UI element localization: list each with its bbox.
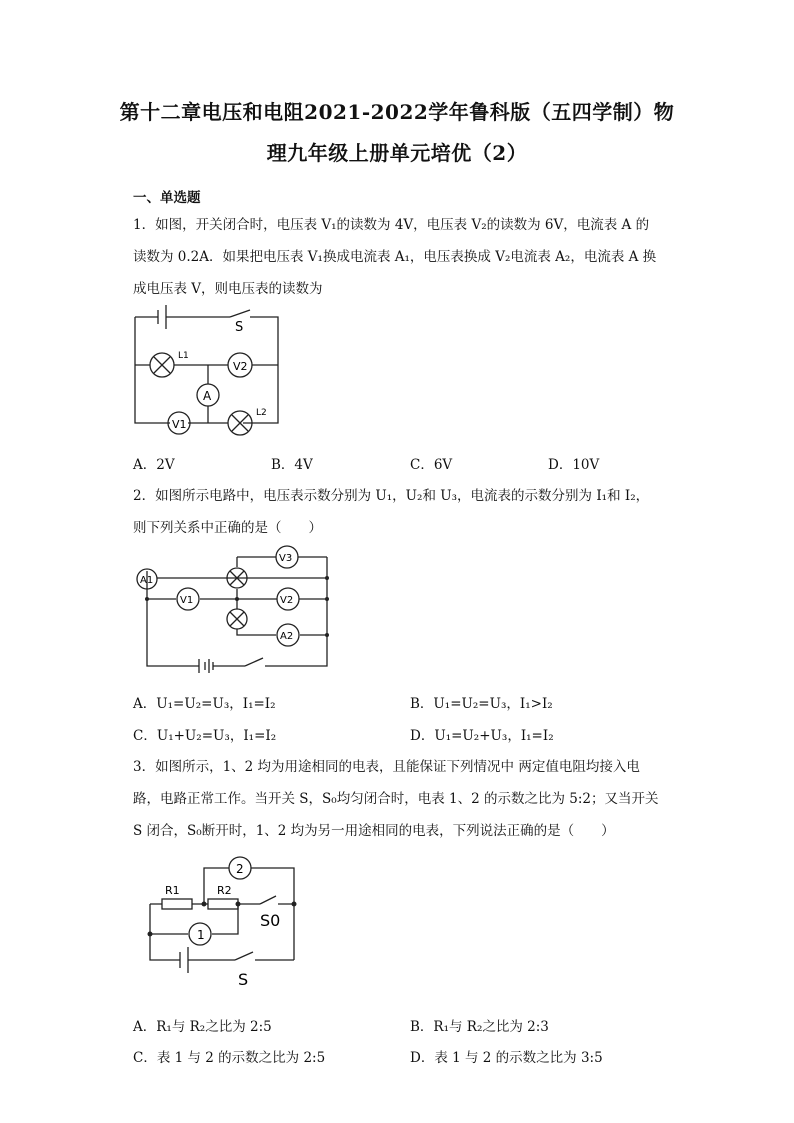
q2-v3-label: V3 (279, 553, 293, 564)
q3-line-2: 路，电路正常工作。当开关 S，S₀均匀闭合时，电表 1、2 的示数之比为 5:2；又当开关 (133, 791, 659, 807)
q2-option-a: A．U₁=U₂=U₃，I₁=I₂ (133, 696, 276, 712)
q3-s0-label: S0 (260, 911, 281, 930)
q3-option-c: C．表 1 与 2 的示数之比为 2:5 (133, 1050, 326, 1066)
q2-option-d: D．U₁=U₂+U₃，I₁=I₂ (410, 728, 554, 744)
q3-option-d: D．表 1 与 2 的示数之比为 3:5 (410, 1050, 603, 1066)
q1-line-3: 成电压表 V，则电压表的读数为 (133, 281, 323, 297)
q2-option-c: C．U₁+U₂=U₃，I₁=I₂ (133, 728, 277, 744)
q3-option-a: A．R₁与 R₂之比为 2:5 (133, 1019, 272, 1035)
q1-line-2: 读数为 0.2A．如果把电压表 V₁换成电流表 A₁，电压表换成 V₂电流表 A₂，电流表 A 换 (133, 249, 657, 265)
q3-s-label: S (238, 970, 249, 989)
q1-a-label: A (203, 389, 212, 403)
page-title-line-1: 第十二章电压和电阻2021-2022学年鲁科版（五四学制）物 (119, 100, 675, 124)
q1-l1-label: L1 (178, 351, 189, 361)
q2-line-1: 2．如图所示电路中，电压表示数分别为 U₁，U₂和 U₃，电流表的示数分别为 I₁和 I₂， (133, 488, 650, 504)
q1-circuit-diagram (130, 305, 290, 440)
q1-option-b: B．4V (271, 457, 313, 473)
q2-v2-label: V2 (280, 595, 294, 606)
q2-option-b: B．U₁=U₂=U₃，I₁>I₂ (410, 696, 553, 712)
q3-meter-1-label: 1 (197, 928, 205, 942)
q3-r1-label: R1 (165, 884, 180, 897)
page-title-line-2: 理九年级上册单元培优（2） (266, 141, 528, 165)
q2-circuit-diagram (133, 543, 338, 673)
q1-option-a: A．2V (133, 457, 175, 473)
q1-v2-label: V2 (233, 360, 248, 373)
q3-line-1: 3．如图所示，1、2 均为用途相同的电表，且能保证下列情况中 两定值电阻均接入电 (133, 759, 640, 775)
q1-line-1: 1．如图，开关闭合时，电压表 V₁的读数为 4V，电压表 V₂的读数为 6V，电流表 A 的 (133, 217, 650, 233)
q1-option-c: C．6V (410, 457, 453, 473)
q3-line-3: S 闭合，S₀断开时，1、2 均为另一用途相同的电表，下列说法正确的是（ ） (133, 823, 615, 839)
q2-a1-label: A1 (140, 575, 154, 586)
q1-switch-label: S (235, 320, 244, 335)
q2-line-2: 则下列关系中正确的是（ ） (133, 520, 322, 536)
q1-l2-label: L2 (256, 408, 267, 418)
q3-meter-2-label: 2 (236, 862, 244, 876)
q3-circuit-diagram (140, 852, 310, 997)
q2-v1-label: V1 (180, 595, 194, 606)
q2-a2-label: A2 (280, 631, 294, 642)
q1-option-d: D．10V (548, 457, 600, 473)
q3-r2-label: R2 (217, 884, 232, 897)
section-heading: 一、单选题 (133, 190, 201, 206)
q1-v1-label: V1 (172, 418, 187, 431)
q3-option-b: B．R₁与 R₂之比为 2:3 (410, 1019, 549, 1035)
